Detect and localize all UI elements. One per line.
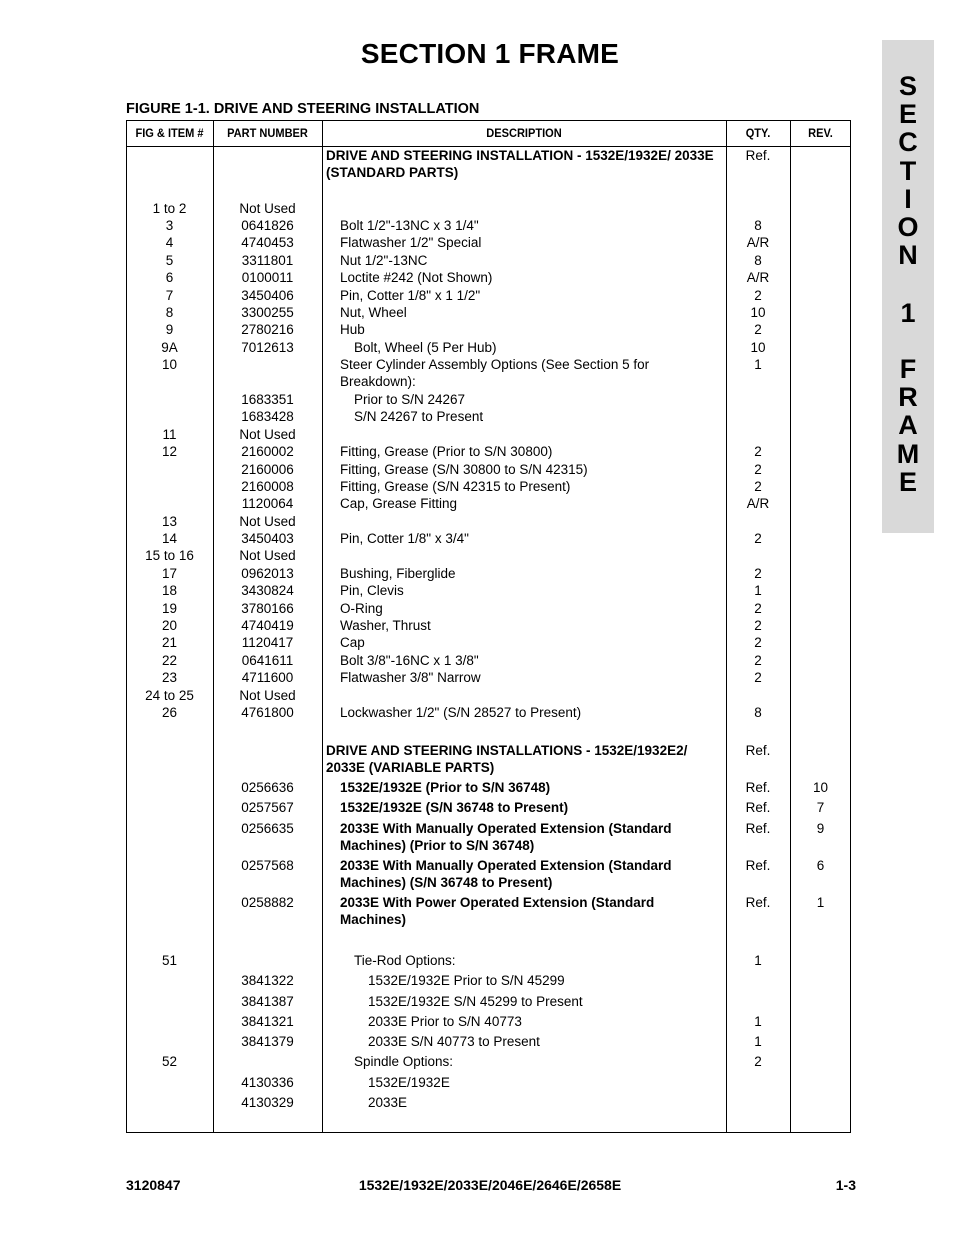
part-number-cell: 3841321 [241, 1014, 294, 1029]
part-number-cell: Not Used [239, 427, 296, 442]
description-cell: Cap [340, 635, 365, 650]
part-number-cell: 2160006 [241, 462, 294, 477]
part-number-cell: 3300255 [241, 305, 294, 320]
footer-models: 1532E/1932E/2033E/2046E/2646E/2658E [358, 1177, 622, 1193]
section-title: SECTION 1 FRAME [360, 38, 620, 69]
fig-item-cell: 7 [165, 288, 174, 303]
fig-item-cell: 3 [165, 218, 174, 233]
description-cell: Fitting, Grease (Prior to S/N 30800) [340, 444, 553, 459]
part-number-cell: Not Used [239, 201, 296, 216]
column-divider [790, 120, 791, 1133]
fig-item-cell: 19 [161, 601, 178, 616]
side-tab-letter: R [898, 382, 918, 412]
part-number-cell: 3780166 [241, 601, 294, 616]
description-cell: 2033E S/N 40773 to Present [368, 1034, 540, 1049]
fig-item-cell: 18 [161, 583, 178, 598]
description-cell: DRIVE AND STEERING INSTALLATIONS - 1532E/1932E2/ 2033E (VARIABLE PARTS) [326, 743, 688, 776]
qty-cell: 2 [754, 601, 762, 616]
fig-item-cell: 17 [161, 566, 178, 581]
description-cell: S/N 24267 to Present [354, 409, 484, 424]
fig-item-cell: 8 [165, 305, 174, 320]
part-number-cell: 4740419 [241, 618, 294, 633]
fig-item-cell: 11 [162, 427, 177, 442]
part-number-cell: 1683428 [241, 409, 294, 424]
qty-cell: 2 [754, 322, 762, 337]
qty-cell: Ref. [745, 895, 771, 910]
description-cell: Bolt 3/8"-16NC x 1 3/8" [340, 653, 479, 668]
description-cell: Washer, Thrust [340, 618, 431, 633]
part-number-cell: 0257567 [241, 800, 294, 815]
fig-item-cell: 13 [161, 514, 178, 529]
description-cell: Prior to S/N 24267 [354, 392, 466, 407]
side-tab-letter: F [899, 354, 917, 384]
description-cell: Pin, Cotter 1/8" x 1 1/2" [340, 288, 481, 303]
fig-item-cell: 15 to 16 [145, 548, 194, 563]
qty-cell: Ref. [745, 821, 771, 836]
description-cell: Steer Cylinder Assembly Options (See Section 5 for Breakdown): [340, 357, 650, 390]
qty-cell: 2 [754, 288, 762, 303]
part-number-cell: 0257568 [241, 858, 294, 873]
qty-cell: 2 [754, 479, 762, 494]
side-tab-letter: 1 [900, 298, 916, 328]
part-number-cell: 2780216 [241, 322, 294, 337]
qty-cell: 8 [754, 253, 762, 268]
qty-cell: Ref. [745, 148, 771, 163]
qty-cell: Ref. [745, 800, 771, 815]
figure-title: FIGURE 1-1. DRIVE AND STEERING INSTALLATION [126, 101, 480, 117]
description-cell: Cap, Grease Fitting [340, 496, 458, 511]
part-number-cell: 0641826 [241, 218, 294, 233]
qty-cell: 1 [754, 1014, 762, 1029]
part-number-cell: 1120064 [241, 496, 294, 511]
fig-item-cell: 24 to 25 [145, 688, 194, 703]
description-cell: Pin, Cotter 1/8" x 3/4" [340, 531, 469, 546]
rev-cell: 6 [816, 858, 825, 873]
part-number-cell: 1120417 [241, 635, 294, 650]
fig-item-cell: 12 [161, 444, 178, 459]
fig-item-cell: 5 [165, 253, 174, 268]
fig-item-cell: 9A [161, 340, 178, 355]
qty-cell: 1 [754, 357, 762, 372]
header-rev: REV. [808, 126, 833, 140]
part-number-cell: 3841322 [241, 973, 294, 988]
description-cell: Pin, Clevis [340, 583, 404, 598]
fig-item-cell: 26 [161, 705, 178, 720]
section-side-tab [882, 40, 934, 533]
description-cell: DRIVE AND STEERING INSTALLATION - 1532E/1932E/ 2033E (STANDARD PARTS) [326, 148, 714, 181]
description-cell: Fitting, Grease (S/N 42315 to Present) [340, 479, 571, 494]
footer-page-number: 1-3 [835, 1177, 856, 1193]
description-cell: Loctite #242 (Not Shown) [340, 270, 493, 285]
fig-item-cell: 6 [165, 270, 174, 285]
part-number-cell: 2160008 [241, 479, 294, 494]
description-cell: Flatwasher 3/8" Narrow [340, 670, 481, 685]
qty-cell: 2 [754, 566, 762, 581]
side-tab-letter: A [898, 410, 918, 440]
description-cell: 1532E/1932E S/N 45299 to Present [368, 994, 583, 1009]
description-cell: 1532E/1932E [368, 1075, 450, 1090]
part-number-cell: 0641611 [241, 653, 294, 668]
qty-cell: 2 [754, 462, 762, 477]
header-qty: QTY. [745, 126, 771, 140]
rev-cell: 10 [812, 780, 829, 795]
qty-cell: Ref. [745, 780, 771, 795]
part-number-cell: 4130329 [241, 1095, 294, 1110]
side-tab-letter: S [898, 71, 917, 101]
description-cell: 2033E Prior to S/N 40773 [368, 1014, 522, 1029]
description-cell: 2033E With Manually Operated Extension (Standard Machines) (Prior to S/N 36748) [340, 821, 672, 854]
header-description: DESCRIPTION [486, 126, 562, 140]
fig-item-cell: 22 [161, 653, 178, 668]
qty-cell: 1 [754, 583, 762, 598]
side-tab-letter: I [904, 184, 912, 214]
part-number-cell: 3450403 [241, 531, 294, 546]
rev-cell: 9 [816, 821, 825, 836]
fig-item-cell: 20 [161, 618, 178, 633]
description-cell: Nut 1/2"-13NC [340, 253, 428, 268]
fig-item-cell: 21 [161, 635, 178, 650]
qty-cell: A/R [746, 235, 770, 250]
description-cell: O-Ring [340, 601, 383, 616]
qty-cell: A/R [746, 270, 770, 285]
description-cell: Bolt 1/2"-13NC x 3 1/4" [340, 218, 479, 233]
column-divider [322, 120, 323, 1133]
part-number-cell: Not Used [239, 548, 296, 563]
description-cell: Tie-Rod Options: [354, 953, 456, 968]
side-tab-letter: E [898, 99, 917, 129]
fig-item-cell: 4 [165, 235, 174, 250]
fig-item-cell: 51 [161, 953, 178, 968]
part-number-cell: 4740453 [241, 235, 294, 250]
description-cell: 1532E/1932E (Prior to S/N 36748) [340, 780, 551, 795]
side-tab-letter: M [896, 439, 920, 469]
fig-item-cell: 23 [161, 670, 178, 685]
part-number-cell: 0100011 [241, 270, 294, 285]
part-number-cell: Not Used [239, 514, 296, 529]
part-number-cell: 0258882 [241, 895, 294, 910]
description-cell: Flatwasher 1/2" Special [340, 235, 482, 250]
qty-cell: 10 [750, 340, 766, 355]
description-cell: Nut, Wheel [340, 305, 407, 320]
qty-cell: 1 [754, 953, 762, 968]
qty-cell: 2 [754, 444, 762, 459]
side-tab-letter: O [897, 212, 919, 242]
part-number-cell: 0256635 [241, 821, 294, 836]
qty-cell: 8 [754, 705, 762, 720]
rev-cell: 7 [816, 800, 825, 815]
part-number-cell: 1683351 [241, 392, 294, 407]
qty-cell: 8 [754, 218, 762, 233]
side-tab-letter: N [898, 240, 918, 270]
qty-cell: 2 [754, 670, 762, 685]
part-number-cell: 3841379 [241, 1034, 294, 1049]
part-number-cell: 4711600 [241, 670, 294, 685]
part-number-cell: 2160002 [241, 444, 294, 459]
qty-cell: 2 [754, 1054, 762, 1069]
part-number-cell: 7012613 [241, 340, 294, 355]
description-cell: 1532E/1932E (S/N 36748 to Present) [340, 800, 569, 815]
side-tab-letter: E [898, 467, 917, 497]
description-cell: Bolt, Wheel (5 Per Hub) [354, 340, 497, 355]
description-cell: 2033E With Manually Operated Extension (Standard Machines) (S/N 36748 to Present) [340, 858, 672, 891]
fig-item-cell: 10 [161, 357, 178, 372]
part-number-cell: 3841387 [241, 994, 294, 1009]
description-cell: 1532E/1932E Prior to S/N 45299 [368, 973, 565, 988]
part-number-cell: 3430824 [241, 583, 294, 598]
part-number-cell: 4761800 [241, 705, 294, 720]
footer-doc-number: 3120847 [126, 1177, 181, 1193]
fig-item-cell: 9 [165, 322, 174, 337]
description-cell: 2033E With Power Operated Extension (Standard Machines) [340, 895, 655, 928]
part-number-cell: 0256636 [241, 780, 294, 795]
rev-cell: 1 [816, 895, 825, 910]
fig-item-cell: 14 [161, 531, 178, 546]
side-tab-letter: T [899, 156, 917, 186]
qty-cell: A/R [746, 496, 770, 511]
description-cell: Bushing, Fiberglide [340, 566, 456, 581]
qty-cell: Ref. [745, 858, 771, 873]
qty-cell: 10 [750, 305, 766, 320]
part-number-cell: 3311801 [241, 253, 294, 268]
description-cell: Fitting, Grease (S/N 30800 to S/N 42315) [340, 462, 588, 477]
description-cell: Lockwasher 1/2" (S/N 28527 to Present) [340, 705, 582, 720]
qty-cell: 2 [754, 531, 762, 546]
qty-cell: Ref. [745, 743, 771, 758]
header-fig-item: FIG & ITEM # [135, 126, 204, 140]
part-number-cell: 4130336 [241, 1075, 294, 1090]
qty-cell: 2 [754, 635, 762, 650]
part-number-cell: 0962013 [241, 566, 294, 581]
description-cell: Hub [340, 322, 365, 337]
qty-cell: 1 [754, 1034, 762, 1049]
qty-cell: 2 [754, 653, 762, 668]
side-tab-letter: C [898, 127, 918, 157]
description-cell: 2033E [368, 1095, 408, 1110]
part-number-cell: Not Used [239, 688, 296, 703]
fig-item-cell: 1 to 2 [152, 201, 187, 216]
qty-cell: 2 [754, 618, 762, 633]
description-cell: Spindle Options: [354, 1054, 454, 1069]
part-number-cell: 3450406 [241, 288, 294, 303]
header-part-number: PART NUMBER [227, 126, 308, 140]
fig-item-cell: 52 [161, 1054, 178, 1069]
